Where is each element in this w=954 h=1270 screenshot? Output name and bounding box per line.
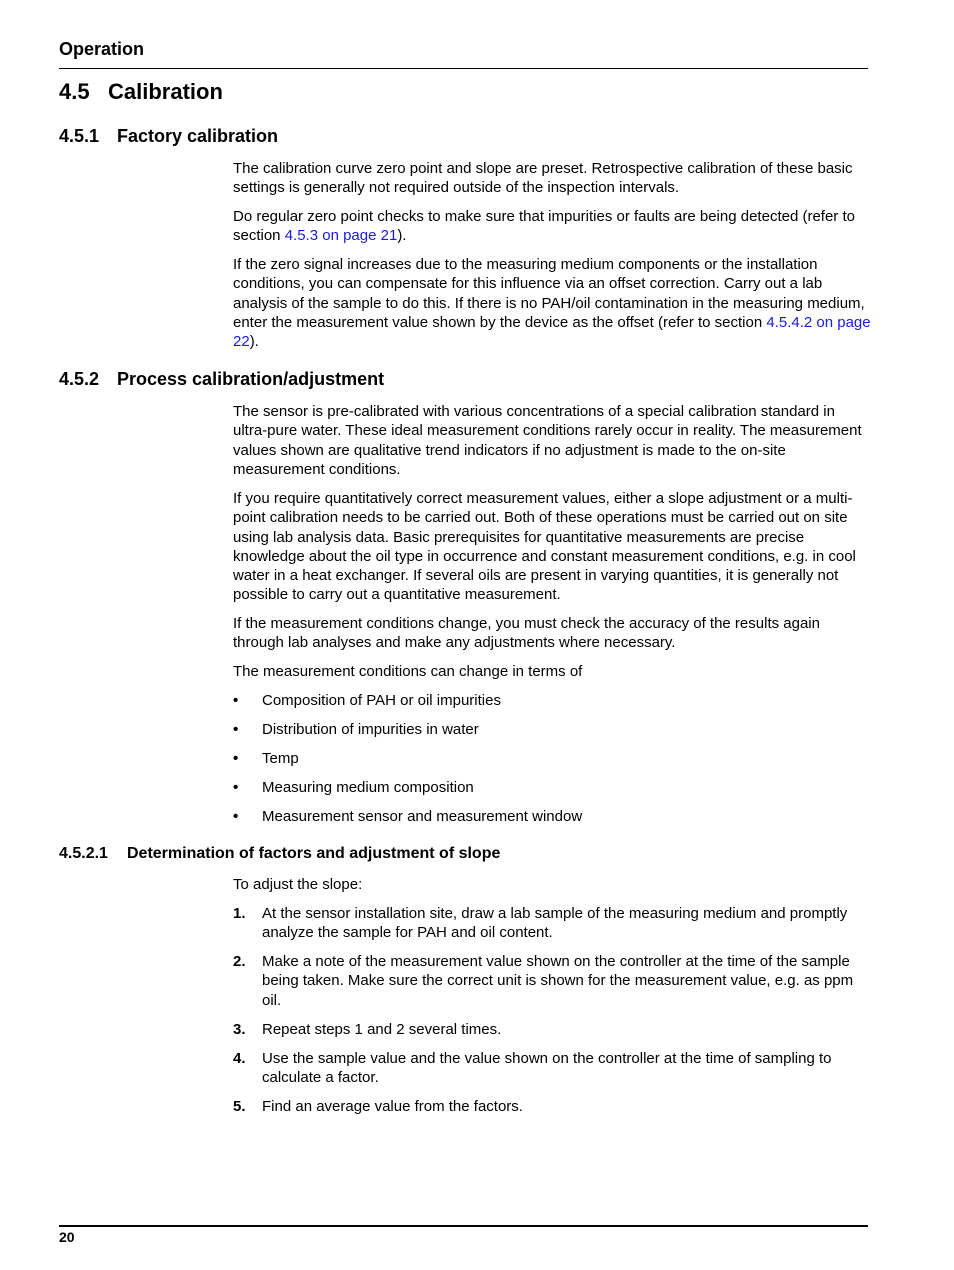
paragraph: The calibration curve zero point and slope are preset. Retrospective calibration of these basic settings is generally not required outside of the inspection intervals. — [233, 160, 853, 197]
section-link[interactable]: 4.5.4.2 on page 22 — [233, 313, 871, 351]
subsection-title: Process calibration/adjustment — [117, 369, 385, 389]
paragraph: If you require quantitatively correct measurement values, either a slope adjustment or a multi-point calibration needs to be carried out. Both of these operations must be carried out on site using lab analysis data. Basic prerequisites for quantitative measurements are precise knowledge about the oil type in occurrence and constant measurement conditions, e.g. in cool water in a heat exchanger. If several oils are present in varying quantities, it is generally not possible to carry out a quantitative measurement. — [233, 490, 856, 604]
subsection-number: 4.5.1 — [59, 126, 100, 146]
subsection-heading-factory — [59, 126, 278, 147]
step-text: Use the sample value and the value shown on the controller at the time of sampling to calculate a factor. — [262, 1050, 832, 1087]
footer-rule — [59, 1225, 868, 1227]
section-heading — [59, 79, 223, 105]
step-text: Find an average value from the factors. — [262, 1098, 523, 1115]
step-number: 1. — [233, 905, 246, 922]
paragraph-text: ). — [249, 333, 259, 351]
paragraph: The measurement conditions can change in terms of — [233, 663, 583, 680]
header-rule — [59, 68, 868, 69]
numbered-step — [233, 904, 873, 943]
subsection-title: Factory calibration — [117, 126, 279, 146]
step-text: At the sensor installation site, draw a lab sample of the measuring medium and promptly analyze the sample for PAH and oil content. — [262, 905, 848, 942]
step-text: Repeat steps 1 and 2 several times. — [262, 1021, 502, 1038]
bullet-mark: • — [233, 808, 239, 825]
paragraph: The sensor is pre-calibrated with various concentrations of a special calibration standard in ultra-pure water. These ideal measurement conditions rarely occur in reality. The measurement values shown are qualitative trend indicators if no adjustment is made to the on-site measurement conditions. — [233, 403, 862, 478]
step-number: 3. — [233, 1021, 246, 1038]
paragraph — [233, 255, 873, 351]
step-number: 2. — [233, 953, 246, 970]
step-text: Make a note of the measurement value shown on the controller at the time of the sample being taken. Make sure the correct unit is shown for the measurement value, e.g. as ppm oil. — [262, 953, 854, 1009]
subsubsection-title: Determination of factors and adjustment of slope — [127, 845, 501, 862]
paragraph — [233, 207, 873, 246]
step-number: 5. — [233, 1098, 246, 1115]
subsubsection-number: 4.5.2.1 — [59, 845, 108, 862]
list-item-text: Measurement sensor and measurement window — [262, 808, 583, 825]
numbered-step — [233, 1049, 873, 1088]
bullet-mark: • — [233, 779, 239, 796]
subsection-number: 4.5.2 — [59, 369, 100, 389]
bullet-mark: • — [233, 692, 239, 709]
list-item-text: Composition of PAH or oil impurities — [262, 692, 501, 709]
paragraph-text: ). — [397, 227, 407, 245]
paragraph-text: Do regular zero point checks to make sure that impurities or faults are being detected (refer to section — [233, 208, 855, 245]
section-link[interactable]: 4.5.3 on page 21 — [284, 227, 398, 245]
paragraph-text: If the zero signal increases due to the measuring medium components or the installation conditions, you can compensate for this influence via an offset correction. Carry out a lab analysis of the sample to do this. If there is no PAH/oil contamination in the measuring medium, enter the measurement value shown by the device as the offset (refer to section — [233, 256, 865, 331]
bullet-mark: • — [233, 721, 239, 738]
paragraph: To adjust the slope: — [233, 876, 363, 893]
section-title: Calibration — [108, 79, 223, 104]
step-number: 4. — [233, 1050, 246, 1067]
subsection-heading-process — [59, 369, 384, 390]
section-number: 4.5 — [59, 79, 90, 104]
list-item-text: Measuring medium composition — [262, 779, 474, 796]
list-item-text: Temp — [262, 750, 299, 767]
bullet-mark: • — [233, 750, 239, 767]
numbered-step — [233, 952, 873, 1010]
numbered-step — [233, 1097, 873, 1116]
subsubsection-heading-slope — [59, 845, 500, 863]
page-number: 20 — [59, 1229, 75, 1245]
list-item-text: Distribution of impurities in water — [262, 721, 479, 738]
paragraph: If the measurement conditions change, you must check the accuracy of the results again through lab analyses and make any adjustments where necessary. — [233, 615, 820, 652]
running-header: Operation — [59, 39, 145, 59]
numbered-step — [233, 1020, 873, 1039]
